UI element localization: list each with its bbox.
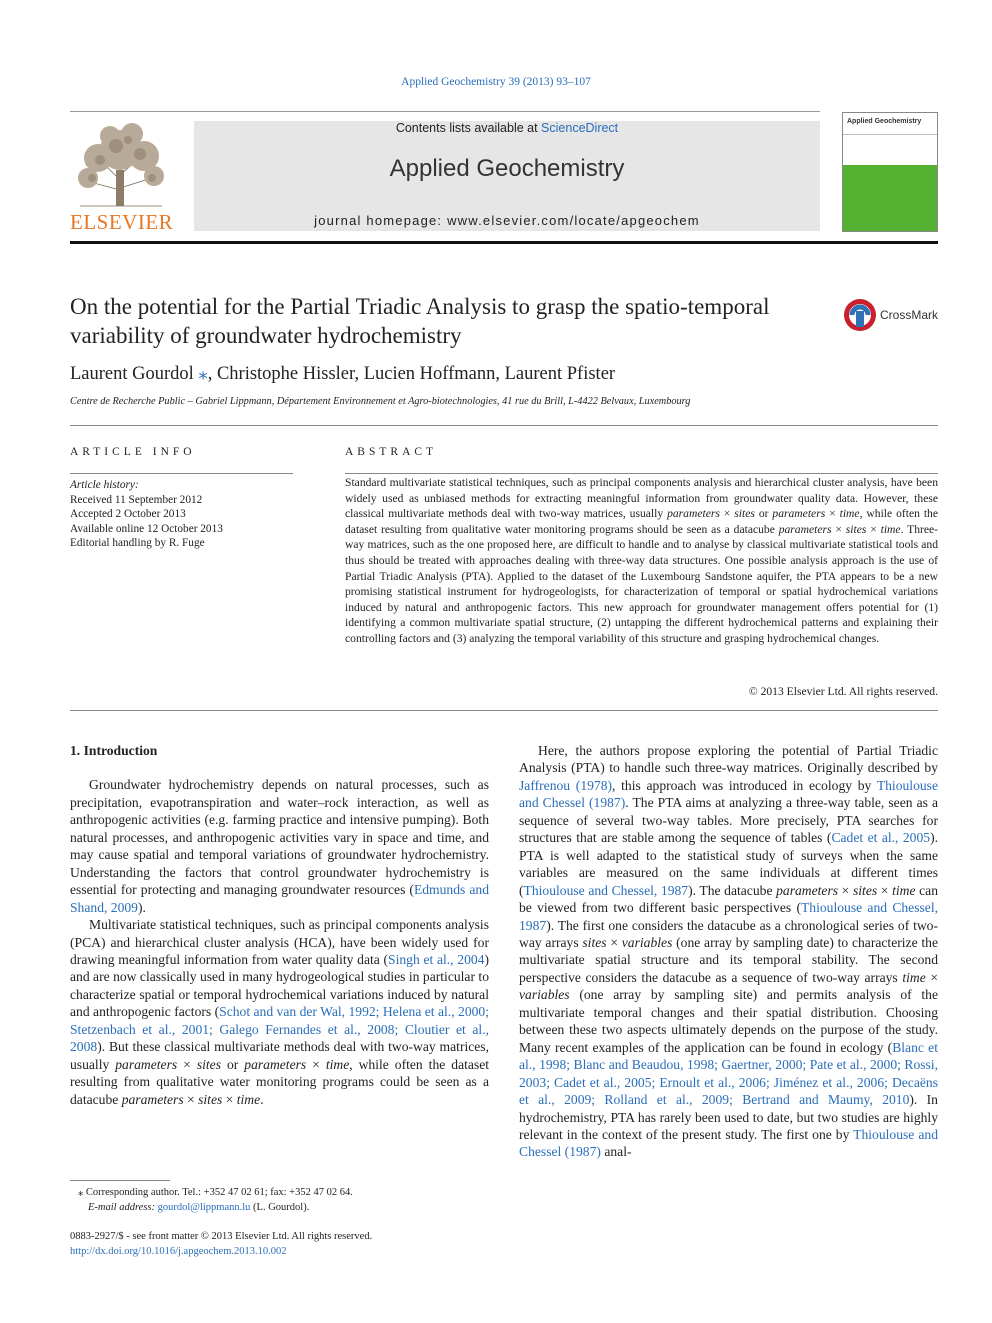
received-date: Received 11 September 2012 [70, 493, 203, 506]
body-paragraph: Here, the authors propose exploring the potential of Partial Triadic Analysis (PTA) to handle such three-way matrices. Originally described by Jaffrenou (1978), this approach was introduced in ecology by Thioulouse and Chessel (1987). The PTA aims at analyzing a three-way table, seen as a sequence of several two-way tables. More precisely, PTA searches for structures that are stable among the sequence of tables (Cadet et al., 2005). PTA is well adapted to the statistical study of surveys when the same variables are measured on the same individuals at different times (Thioulouse and Chessel, 1987). The datacube parameters × sites × time can be viewed from two different basic perspectives (Thioulouse and Chessel, 1987). The first one considers the datacube as a chronological series of two-way arrays sites × variables (one array by sampling date) to characterize the multivariate spatial structure and its temporal stability. The second perspective considers the datacube as a sequence of two-way arrays time × variables (one array by sampling site) and permits analysis of the multivariate temporal changes and their spatial distribution. Choosing between these two aspects ultimately depends on the purpose of the study. Many recent examples of the application can be found in ecology (Blanc et al., 1998; Blanc and Beaudou, 1998; Gaertner, 2000; Pate et al., 2000; Rossi, 2003; Cadet et al., 2005; Ernoult et al., 2006; Jiménez et al., 2006; Decaëns et al., 2009; Rolland et al., 2009; Bertrand and Maumy, 2010). In hydrochemistry, PTA has rarely been used to date, but two studies are highly relevant in the context of the present study. The first one by Thioulouse and Chessel (1987) anal- [519, 743, 938, 1160]
abstract-heading: ABSTRACT [345, 446, 438, 458]
abstract-copyright: © 2013 Elsevier Ltd. All rights reserved. [748, 685, 938, 698]
body-column-right [519, 742, 938, 1161]
reference-link[interactable]: Thioulouse and Chessel, 1987 [523, 882, 689, 898]
journal-cover-thumbnail[interactable] [842, 112, 938, 232]
cover-title: Applied Geochemistry [847, 118, 922, 125]
author-name[interactable]: Laurent Pfister [504, 364, 616, 384]
body-column-left [70, 742, 489, 1108]
reference-link[interactable]: Singh et al., 2004 [388, 951, 485, 967]
contents-line [194, 121, 820, 135]
corresponding-author-note [70, 1186, 489, 1201]
reference-link[interactable]: Thioulouse and Chessel, 1987 [519, 900, 938, 933]
doi-link[interactable]: http://dx.doi.org/10.1016/j.apgeochem.2013.10.002 [70, 1245, 287, 1257]
reference-link[interactable]: Thioulouse and Chessel (1987) [519, 1126, 938, 1160]
homepage-link[interactable]: www.elsevier.com/locate/apgeochem [447, 213, 700, 228]
footnote-rule [70, 1180, 170, 1181]
email-note [70, 1201, 489, 1216]
reference-link[interactable]: Edmunds and Shand, 2009 [70, 882, 489, 915]
header-rule [70, 111, 820, 112]
author-name[interactable]: Christophe Hissler [216, 364, 355, 384]
author-name[interactable]: Laurent Gourdol [70, 364, 194, 384]
abstract-bottom-rule [70, 710, 938, 711]
page-footer [70, 1230, 372, 1259]
footnote [70, 1186, 489, 1215]
email-label: E-mail address: [88, 1201, 155, 1213]
reference-link[interactable]: Blanc et al., 1998; Blanc and Beaudou, 1998; Gaertner, 2000; Pate et al., 2000; Rossi, 2003; Cadet et al., 2005; Ernoult et al., 2006; Jiménez et al., 2006; Decaëns et al., 2009; Rolland et al., 2009; Bertrand and Maumy, 2010 [519, 1039, 938, 1108]
email-link[interactable]: gourdol@lippmann.lu [157, 1201, 251, 1213]
journal-title: Applied Geochemistry [389, 155, 625, 182]
abstract-text: Standard multivariate statistical techniques, such as principal components analysis and hierarchical cluster analysis, have been widely used as unbiased methods for extracting meaningful information from groundwater quality data. However, these classical multivariate methods deal with two-way matrices, usually parameters × sites or parameters × time, while often the dataset resulting from qualitative water monitoring programs should be seen as a datacube parameters × sites × time. Three-way matrices, such as the one proposed here, are difficult to handle and to analyse by classical multivariate statistical tools and thus should be treated with approaches dealing with three-way data structures. One possible analysis approach is the use of Partial Triadic Analysis (PTA). Applied to the dataset of the Luxembourg Sandstone aquifer, the PTA appears to be a new promising statistical instrument for hydrogeologists, for characterization of temporal or spatial hydrochemical variations induced by natural and anthropogenic factors. This new approach for groundwater management offers potential for (1) identifying a common multivariate spatial structure, (2) untapping the different hydrochemical patterns and explaining their controlling factors and (3) analyzing the temporal variability of this structure and grasping hydrochemical changes. [345, 476, 939, 645]
history-label: Article history: [70, 479, 139, 491]
available-date: Available online 12 October 2013 [70, 522, 223, 535]
reference-link[interactable]: Cadet et al., 2005 [831, 830, 931, 846]
journal-homepage [194, 213, 820, 228]
author-name[interactable]: Lucien Hoffmann [363, 364, 496, 384]
reference-link[interactable]: Jaffrenou (1978) [519, 777, 613, 793]
article-info-rule [70, 473, 293, 474]
accepted-date: Accepted 2 October 2013 [70, 508, 186, 520]
author-list: Laurent Gourdol ⁎, Christophe Hissler, Lucien Hoffmann, Laurent Pfister [70, 364, 616, 384]
sciencedirect-link[interactable]: ScienceDirect [541, 121, 619, 135]
journal-masthead [194, 121, 820, 231]
cover-header [843, 113, 937, 135]
email-suffix: (L. Gourdol). [253, 1201, 310, 1213]
cover-white-band [843, 135, 937, 165]
article-history [70, 478, 223, 551]
journal-citation[interactable]: Applied Geochemistry 39 (2013) 93–107 [401, 76, 591, 88]
contents-prefix: Contents lists available at [395, 121, 542, 135]
article-info-heading: ARTICLE INFO [70, 446, 196, 458]
editorial-handling: Editorial handling by R. Fuge [70, 537, 205, 549]
abstract-rule [345, 473, 938, 474]
footnote-mark: ⁎ [78, 1187, 84, 1198]
section-heading: 1. Introduction [70, 743, 158, 758]
reference-link[interactable]: Schot and van der Wal, 1992; Helena et al., 2000; Stetzenbach et al., 2001; Galego Fernandes et al., 2008; Cloutier et al., 2008 [70, 1004, 489, 1055]
elsevier-wordmark[interactable]: ELSEVIER [70, 210, 174, 234]
section-rule [70, 425, 938, 426]
corresponding-author-text: Corresponding author. Tel.: +352 47 02 61; fax: +352 47 02 64. [85, 1187, 353, 1198]
crossmark-label: CrossMark [880, 308, 939, 322]
crossmark-icon [842, 297, 878, 333]
corresponding-author-mark[interactable]: ⁎ [198, 364, 208, 384]
affiliation: Centre de Recherche Public – Gabriel Lippmann, Département Environnement et Agro-biotechnologies, 41 rue du Brill, L-4422 Belvaux, Luxembourg [70, 396, 691, 407]
article-title: On the potential for the Partial Triadic Analysis to grasp the spatio-temporal variability of groundwater hydrochemistry [70, 294, 770, 348]
header-thick-rule [70, 241, 938, 244]
body-paragraph: Multivariate statistical techniques, such as principal components analysis (PCA) and hierarchical cluster analysis (HCA), have been widely used for drawing meaningful information from water quality data (Singh et al., 2004) and are now classically used in many hydrogeological studies in particular to characterize spatial or temporal hydrochemical variations induced by natural and anthropogenic factors (Schot and van der Wal, 1992; Helena et al., 2000; Stetzenbach et al., 2001; Galego Fernandes et al., 2008; Cloutier et al., 2008). But these classical multivariate methods deal with two-way matrices, usually parameters × sites or parameters × time, while often the dataset resulting from qualitative water monitoring programs could be seen as a datacube parameters × sites × time. [70, 917, 490, 1107]
issn-line: 0883-2927/$ - see front matter © 2013 Elsevier Ltd. All rights reserved. [70, 1231, 373, 1242]
body-paragraph: Groundwater hydrochemistry depends on natural processes, such as precipitation, evapotranspiration and water–rock interaction, as well as anthropogenic activities (e.g. farming practice and intensive pumping). Both natural processes, and anthropogenic activities vary in space and time, and may cause spatial and temporal variations of groundwater hydrochemistry. Understanding the factors that control groundwater hydrochemistry is essential for protecting and managing groundwater resources (Edmunds and Shand, 2009). [70, 777, 489, 915]
reference-link[interactable]: Thioulouse and Chessel (1987) [519, 777, 938, 811]
crossmark-badge[interactable] [842, 297, 942, 335]
homepage-prefix: journal homepage: [314, 213, 448, 228]
